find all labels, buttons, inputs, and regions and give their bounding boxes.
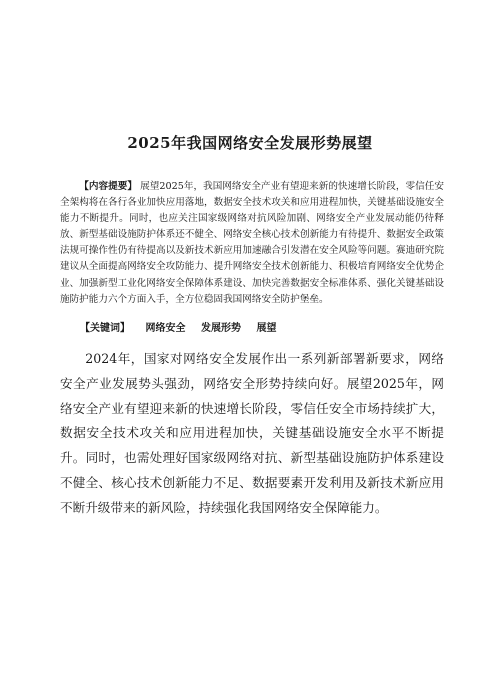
keywords-tag: 【关键词】: [80, 323, 130, 334]
document-title: 2025年我国网络安全发展形势展望: [127, 134, 373, 152]
keyword-item: 网络安全: [145, 323, 186, 334]
abstract-paragraph: [60, 179, 444, 308]
keyword-item: 展望: [256, 323, 277, 334]
keyword-item: 发展形势: [200, 323, 241, 334]
abstract-tag: 【内容提要】: [79, 181, 138, 192]
keywords-line: [60, 321, 444, 337]
body-paragraph: 2024年，国家对网络安全发展作出一系列新部署新要求，网络安全产业发展势头强劲，网络安全形势持续向好。展望2025年，网络安全产业有望迎来新的快速增长阶段，零信任安全市场持续扩大，数据安全技术攻关和应用进程加快，关键基础设施安全水平不断提升。同时，也需处理好国家级网络对抗、新型基础设施防护体系建设不健全、核心技术创新能力不足、数据要素开发利用及新技术新应用不断升级带来的新风险，持续强化我国网络安全保障能力。: [60, 351, 444, 515]
abstract-text: 展望2025年，我国网络安全产业有望迎来新的快速增长阶段，零信任安全架构将在各行各业加快应用落地，数据安全技术攻关和应用进程加快，关键基础设施安全能力不断提升。同时，也应关注国家级网络对抗风险加剧、网络安全产业发展动能仍待释放、新型基础设施防护体系还不健全、网络安全核心技术创新能力有待提升、数据安全政策法规可操作性仍有待提高以及新技术新应用加速融合引发潜在安全风险等问题。赛迪研究院建议从全面提高网络安全攻防能力、提升网络安全技术创新能力、积极培育网络安全优势企业、加强新型工业化网络安全保障体系建设、加快完善数据安全标准体系、强化关键基础设施防护能力六个方面入手，全方位稳固我国网络安全防护堡垒。: [60, 181, 444, 305]
